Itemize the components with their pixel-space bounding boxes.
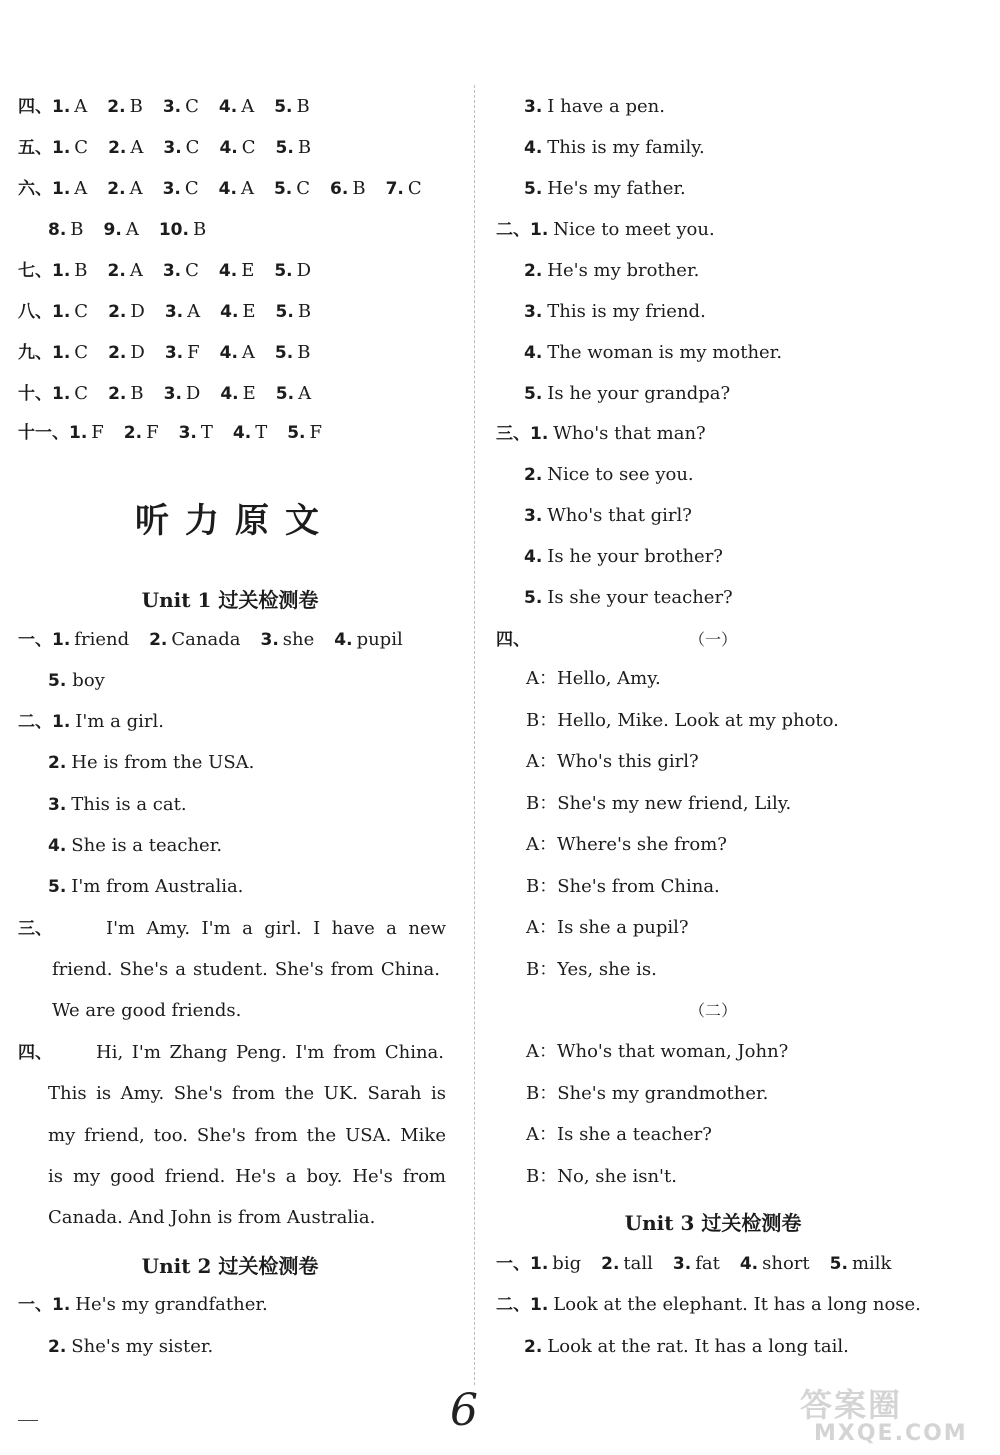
paragraph-text: friend. She's a student. She's from China. (52, 959, 440, 980)
page-number: 6 (450, 1385, 478, 1436)
unit1-heading: Unit 1 过关检测卷 (141, 588, 319, 612)
answer-value: B (297, 342, 311, 363)
answer-number: 4. (218, 179, 237, 199)
answer-number: 3. (163, 138, 182, 158)
paragraph-text: I'm Amy. I'm a girl. I have a new (106, 918, 446, 939)
answer-value: E (242, 383, 256, 404)
answer-value: A (74, 96, 88, 117)
answer-number: 4. (218, 261, 238, 281)
answer-number: 2. (108, 343, 127, 363)
item-text: He's my grandfather. (75, 1294, 268, 1315)
list-item (48, 1335, 213, 1359)
answer-row (48, 218, 206, 242)
answer-value: B (192, 219, 207, 240)
item-text: milk (851, 1253, 892, 1274)
watermark-top: 答案圈 (800, 1386, 903, 1424)
item-number: 2. (48, 1336, 67, 1357)
answer-number: 4. (218, 97, 238, 117)
answer-value: B (352, 178, 366, 199)
dialog-line: B：Hello, Mike. Look at my photo. (526, 709, 839, 731)
item-text: This is my family. (547, 137, 705, 158)
margin-dash (18, 1420, 38, 1421)
answer-value: D (130, 342, 145, 363)
part-label: 二、 (496, 1295, 530, 1315)
item-text: The woman is my mother. (547, 342, 783, 363)
item-text: This is a cat. (71, 793, 187, 815)
answer-number: 1. (52, 343, 71, 363)
answer-number: 1. (52, 179, 71, 199)
column-divider (474, 85, 475, 1385)
paragraph-text: Canada. And John is from Australia. (48, 1207, 376, 1228)
dialog2-title: （二） (688, 1001, 737, 1020)
part-label: 三、 (18, 919, 52, 939)
answer-number: 5. (287, 423, 306, 443)
answer-value: B (129, 96, 143, 117)
answer-value: A (130, 137, 144, 158)
item-number: 2. (524, 1337, 543, 1357)
item-number: 5. (829, 1254, 848, 1274)
answer-number: 1. (69, 423, 88, 443)
answer-value: C (74, 383, 89, 404)
list-item (496, 1293, 921, 1317)
list-item (48, 751, 254, 775)
answer-value: A (129, 260, 143, 281)
answer-label: 九、 (18, 343, 52, 363)
item-text: big (552, 1253, 582, 1274)
section-title: 听力原文 (135, 501, 335, 541)
paragraph-line (18, 917, 446, 941)
answer-number: 3. (162, 261, 182, 281)
answer-label: 十、 (18, 384, 52, 404)
answer-number: 2. (107, 179, 126, 199)
list-item (524, 504, 692, 528)
list-item (524, 95, 665, 119)
answer-value: B (296, 96, 310, 117)
answer-label: 八、 (18, 302, 52, 322)
list-item (524, 259, 699, 283)
answer-number: 2. (107, 97, 126, 117)
item-number: 1. (530, 220, 549, 240)
item-text: He's my brother. (547, 260, 700, 281)
answer-value: A (187, 301, 201, 322)
answer-value: E (241, 260, 255, 281)
answer-number: 4. (219, 138, 238, 158)
part-label: 一、 (18, 630, 52, 650)
list-item (524, 382, 730, 406)
answer-value: F (187, 342, 200, 363)
answer-number: 4. (219, 343, 238, 363)
item-number: 1. (530, 1254, 549, 1274)
item-number: 4. (524, 547, 543, 567)
item-text: Who's that man? (553, 423, 706, 444)
item-text: He is from the USA. (71, 752, 255, 774)
answer-value: C (407, 178, 422, 199)
answer-value: F (309, 422, 323, 443)
answer-number: 5. (275, 138, 294, 158)
list-item (496, 422, 706, 446)
part-label: 三、 (496, 424, 530, 444)
list-item (524, 136, 705, 160)
item-number: 4. (48, 835, 67, 856)
answer-row (18, 259, 311, 283)
part-label: 二、 (496, 220, 530, 240)
list-item (48, 793, 187, 817)
part-label: 二、 (18, 712, 52, 732)
dialog-line: B：She's my new friend, Lily. (526, 792, 792, 814)
answer-number: 1. (52, 138, 71, 158)
item-text: Look at the elephant. It has a long nose. (553, 1294, 921, 1315)
answer-number: 1. (52, 384, 71, 404)
item-number: 4. (739, 1254, 759, 1274)
answer-value: A (241, 342, 255, 363)
item-text: tall (623, 1253, 653, 1274)
answer-number: 6. (330, 179, 349, 199)
answer-value: A (125, 219, 139, 240)
item-text: She is a teacher. (71, 834, 223, 856)
list-item (18, 1293, 268, 1317)
list-item (524, 1335, 849, 1359)
item-number: 1. (530, 424, 549, 444)
answer-row (18, 341, 310, 365)
paragraph-line (48, 1165, 446, 1189)
answer-value: C (185, 137, 200, 158)
answer-value: A (240, 178, 254, 199)
answer-value: B (70, 219, 84, 240)
watermark-bottom: MXQE.COM (814, 1421, 968, 1446)
dialog-line: A：Where's she from? (526, 834, 727, 855)
item-text: Is he your brother? (547, 546, 723, 567)
paragraph-text: This is Amy. She's from the UK. Sarah is (48, 1083, 446, 1105)
answer-value: C (296, 178, 311, 199)
answer-number: 3. (164, 302, 184, 322)
dialog-line: B：She's my grandmother. (526, 1082, 769, 1104)
item-number: 1. (530, 1295, 549, 1315)
answer-number: 3. (162, 97, 182, 117)
answer-value: C (184, 178, 199, 199)
dialog-line: B：No, she isn't. (526, 1165, 677, 1187)
item-number: 3. (260, 630, 279, 650)
answer-number: 4. (220, 384, 239, 404)
item-number: 5. (524, 588, 543, 608)
item-number: 5. (48, 877, 67, 897)
paragraph-line (48, 1206, 375, 1230)
answer-value: T (255, 422, 268, 443)
list-item (524, 177, 686, 201)
answer-row (18, 382, 311, 406)
answer-number: 2. (108, 138, 127, 158)
answer-value: E (242, 301, 256, 322)
dialog-line: A：Who's this girl? (526, 751, 699, 772)
item-number: 4. (524, 138, 543, 158)
answer-number: 8. (48, 220, 67, 240)
answer-number: 5. (275, 384, 295, 404)
answer-row (18, 421, 322, 445)
answer-value: C (185, 96, 199, 117)
list-item (524, 300, 706, 324)
answer-value: A (129, 178, 143, 199)
answer-number: 1. (52, 302, 71, 322)
list-item (524, 545, 723, 569)
answer-label: 五、 (18, 138, 52, 158)
answer-number: 3. (162, 179, 181, 199)
answer-value: F (146, 422, 159, 443)
answer-row (18, 136, 311, 160)
item-text: This is my friend. (547, 301, 706, 322)
item-number: 1. (52, 712, 71, 732)
answer-number: 4. (220, 302, 239, 322)
item-number: 5. (524, 179, 543, 199)
part-label: 一、 (496, 1254, 530, 1274)
answer-value: D (296, 260, 312, 281)
item-text: Is she your teacher? (547, 587, 733, 608)
item-text: she (282, 629, 315, 650)
answer-number: 2. (107, 261, 126, 281)
answer-value: B (130, 383, 144, 404)
answer-number: 2. (108, 302, 127, 322)
dialog-line: B：She's from China. (526, 875, 720, 897)
item-text: I'm from Australia. (71, 876, 244, 897)
answer-value: A (241, 96, 255, 117)
list-item (48, 875, 243, 899)
answer-row (18, 177, 422, 201)
item-number: 4. (334, 630, 353, 650)
paragraph-line (52, 958, 440, 982)
paragraph-text: Hi, I'm Zhang Peng. I'm from China. (96, 1042, 444, 1063)
item-number: 2. (601, 1254, 620, 1274)
dialog-line: A：Hello, Amy. (526, 668, 661, 689)
answer-label: 七、 (18, 261, 52, 281)
answer-number: 5. (273, 179, 293, 199)
item-number: 4. (524, 343, 543, 363)
paragraph-line (52, 999, 241, 1023)
unit3-part1-line (496, 1252, 891, 1276)
answer-number: 3. (178, 423, 197, 443)
item-number: 1. (52, 630, 71, 650)
list-item (496, 218, 715, 242)
dialog-line: A：Is she a teacher? (526, 1124, 712, 1145)
unit3-heading: Unit 3 过关检测卷 (624, 1211, 802, 1235)
item-text: Canada (171, 629, 241, 650)
item-text: pupil (356, 629, 403, 650)
answer-number: 5. (275, 302, 294, 322)
unit2-heading: Unit 2 过关检测卷 (141, 1254, 319, 1278)
answer-number: 3. (163, 384, 182, 404)
answer-value: A (74, 178, 88, 199)
item-text: He's my father. (547, 178, 686, 199)
answer-number: 2. (108, 384, 127, 404)
dialog-line: A：Is she a pupil? (526, 917, 689, 938)
list-item (524, 341, 782, 365)
answer-label: 六、 (18, 179, 52, 199)
watermark-logo (800, 1388, 992, 1448)
item-number: 1. (52, 1295, 71, 1315)
answer-value: D (130, 301, 145, 322)
paragraph-line (18, 1041, 444, 1065)
item-number: 2. (149, 630, 168, 650)
answer-value: C (74, 301, 89, 322)
answer-value: A (298, 383, 312, 404)
answer-value: T (200, 422, 213, 443)
part-label: 一、 (18, 1295, 52, 1315)
item-number: 2. (524, 465, 543, 485)
answer-number: 5. (274, 343, 294, 363)
dialog1-title: （一） (688, 630, 737, 649)
paragraph-line (48, 1082, 446, 1106)
item-text: Nice to see you. (547, 464, 694, 485)
list-item (18, 710, 164, 734)
answer-value: C (74, 342, 89, 363)
answer-value: B (74, 260, 88, 281)
item-number: 3. (524, 506, 543, 526)
answer-label: 十一、 (18, 423, 69, 443)
answer-number: 4. (232, 423, 252, 443)
answer-number: 1. (52, 261, 71, 281)
answer-number: 3. (164, 343, 184, 363)
item-text: She's my sister. (71, 1335, 214, 1357)
answer-value: D (185, 383, 201, 404)
answer-number: 7. (385, 179, 404, 199)
answer-value: C (185, 260, 199, 281)
item-text: Who's that girl? (547, 505, 692, 526)
item-text: friend (74, 629, 130, 650)
answer-label: 四、 (18, 97, 52, 117)
item-number: 3. (524, 97, 543, 117)
item-number: 3. (48, 794, 67, 815)
answer-number: 10. (158, 220, 189, 240)
answer-value: C (241, 137, 256, 158)
dialog-line: A：Who's that woman, John? (526, 1041, 789, 1062)
answer-value: F (91, 422, 104, 443)
answer-value: C (74, 137, 89, 158)
item-number: 3. (672, 1254, 692, 1274)
list-item (524, 586, 733, 610)
item-text: short (762, 1253, 810, 1274)
item-number: 2. (48, 753, 67, 774)
answer-number: 5. (274, 97, 293, 117)
answer-row (18, 300, 311, 324)
answer-value: B (297, 137, 312, 158)
paragraph-text: We are good friends. (52, 1000, 242, 1021)
list-item (48, 834, 222, 858)
answer-number: 2. (123, 423, 143, 443)
paragraph-text: is my good friend. He's a boy. He's from (48, 1165, 446, 1187)
part-label: 四、 (496, 630, 530, 650)
paragraph-text: my friend, too. She's from the USA. Mike (48, 1124, 446, 1146)
answer-number: 1. (52, 97, 71, 117)
item-number: 3. (524, 302, 543, 322)
answer-number: 5. (274, 261, 293, 281)
answer-value: B (297, 301, 312, 322)
unit1-part1-line (18, 628, 403, 652)
item-number: 5. (524, 384, 543, 404)
answer-number: 9. (103, 220, 122, 240)
item-text: I have a pen. (547, 96, 665, 117)
item-text: fat (695, 1253, 720, 1274)
item-text: Nice to meet you. (553, 219, 715, 240)
item-text: boy (72, 670, 105, 691)
part-label: 四、 (18, 1043, 52, 1063)
unit1-part1-item5 (48, 669, 105, 693)
item-number: 2. (524, 261, 543, 281)
dialog-line: B：Yes, she is. (526, 958, 657, 980)
item-text: I'm a girl. (75, 711, 164, 732)
item-number: 5. (48, 671, 67, 691)
answer-row (18, 95, 310, 119)
item-text: Is he your grandpa? (547, 383, 731, 404)
list-item (524, 463, 694, 487)
paragraph-line (48, 1124, 446, 1148)
item-text: Look at the rat. It has a long tail. (547, 1336, 849, 1357)
